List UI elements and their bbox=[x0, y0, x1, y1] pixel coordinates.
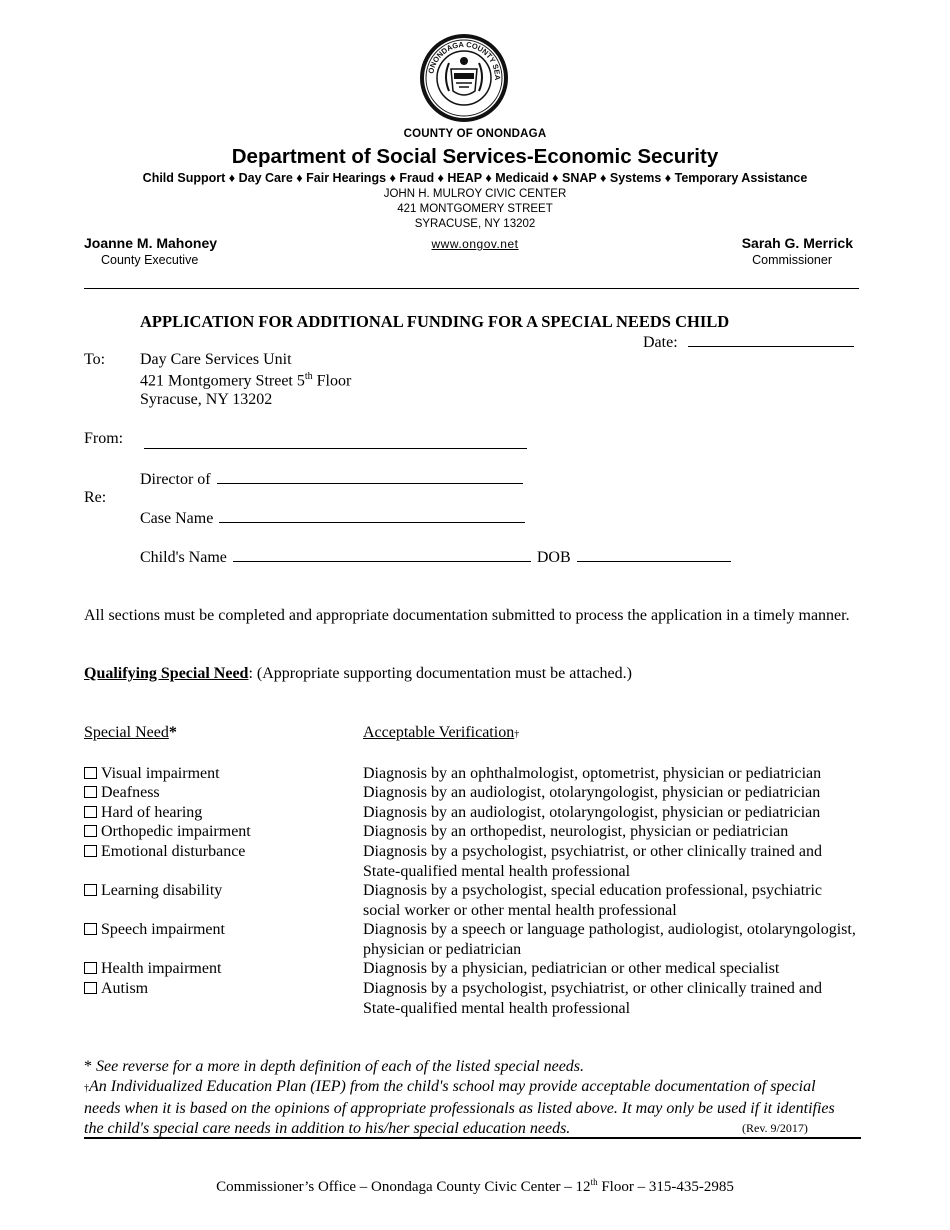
footnote-star: * See reverse for a more in depth definition of each of the listed special needs. bbox=[84, 1058, 585, 1075]
child-name-label: Child's Name bbox=[140, 549, 227, 566]
column-special-need: Special Need* bbox=[84, 724, 177, 741]
form-title: APPLICATION FOR ADDITIONAL FUNDING FOR A SPECIAL NEEDS CHILD bbox=[140, 312, 730, 331]
director-label: Director of bbox=[140, 471, 211, 488]
header-divider bbox=[84, 288, 859, 289]
executive-name: Joanne M. Mahoney bbox=[84, 235, 218, 251]
child-name-field[interactable] bbox=[140, 547, 731, 567]
checkbox[interactable] bbox=[84, 884, 97, 896]
commissioner-title: Commissioner bbox=[752, 253, 832, 267]
instructions: All sections must be completed and appropriate documentation submitted to process the application in a timely manner. bbox=[84, 607, 850, 624]
case-name-label: Case Name bbox=[140, 510, 214, 527]
address-line-2: 421 MONTGOMERY STREET bbox=[397, 203, 553, 215]
checkbox[interactable] bbox=[84, 806, 97, 818]
need-verification: Diagnosis by a psychologist, special education professional, psychiatric social worker or other mental health professional bbox=[363, 882, 823, 919]
page-footer: Commissioner’s Office – Onondaga County Civic Center – 12th Floor – 315-435-2985 bbox=[216, 1177, 734, 1195]
need-checkbox-row[interactable]: Visual impairment bbox=[84, 764, 220, 784]
checkbox[interactable] bbox=[84, 767, 97, 779]
date-field[interactable] bbox=[643, 332, 854, 352]
case-name-line[interactable] bbox=[219, 508, 525, 523]
website-link[interactable]: www.ongov.net bbox=[431, 237, 519, 251]
to-label: To: bbox=[84, 351, 106, 368]
need-verification: Diagnosis by an audiologist, otolaryngologist, physician or pediatrician bbox=[363, 804, 821, 821]
to-address-line-1: Day Care Services Unit bbox=[140, 351, 292, 368]
checkbox[interactable] bbox=[84, 923, 97, 935]
need-verification: Diagnosis by an orthopedist, neurologist, physician or pediatrician bbox=[363, 823, 789, 840]
case-name-field[interactable] bbox=[140, 508, 525, 528]
need-checkbox-row[interactable]: Orthopedic impairment bbox=[84, 822, 251, 842]
qualifying-heading: Qualifying Special Need: (Appropriate supporting documentation must be attached.) bbox=[84, 665, 632, 682]
checkbox[interactable] bbox=[84, 825, 97, 837]
county-name: COUNTY OF ONONDAGA bbox=[403, 128, 547, 140]
re-label: Re: bbox=[84, 489, 107, 506]
need-verification: Diagnosis by an audiologist, otolaryngologist, physician or pediatrician bbox=[363, 784, 821, 801]
need-checkbox-row[interactable]: Deafness bbox=[84, 783, 160, 803]
need-checkbox-row[interactable]: Speech impairment bbox=[84, 920, 225, 940]
seal-graphic bbox=[419, 33, 509, 123]
need-checkbox-row[interactable]: Autism bbox=[84, 979, 148, 999]
date-label: Date: bbox=[643, 334, 678, 351]
address-line-1: JOHN H. MULROY CIVIC CENTER bbox=[383, 188, 567, 200]
footnote-dagger: †An Individualized Education Plan (IEP) from the child's school may provide acceptable documentation of special needs when it is based on the opinions of appropriate professionals as listed above. It may only be used if it identifies the child's special care needs in addition to his/her special education needs. bbox=[84, 1078, 835, 1137]
executive-title: County Executive bbox=[101, 253, 199, 267]
address-line-3: SYRACUSE, NY 13202 bbox=[414, 218, 536, 230]
director-field[interactable] bbox=[140, 469, 523, 489]
checkbox[interactable] bbox=[84, 845, 97, 857]
need-checkbox-row[interactable]: Health impairment bbox=[84, 959, 221, 979]
child-name-line[interactable] bbox=[233, 547, 531, 562]
checkbox[interactable] bbox=[84, 962, 97, 974]
checkbox[interactable] bbox=[84, 982, 97, 994]
seal-ring-text: ONONDAGA COUNTY SEA bbox=[426, 39, 503, 81]
footnote-divider bbox=[84, 1137, 861, 1139]
to-address-line-3: Syracuse, NY 13202 bbox=[140, 391, 273, 408]
checkbox[interactable] bbox=[84, 786, 97, 798]
director-line[interactable] bbox=[217, 469, 523, 484]
commissioner-name: Sarah G. Merrick bbox=[741, 235, 853, 251]
need-checkbox-row[interactable]: Hard of hearing bbox=[84, 803, 202, 823]
need-verification: Diagnosis by a psychologist, psychiatrist, or other clinically trained and State-qualified mental health professional bbox=[363, 980, 823, 1017]
revision-date: (Rev. 9/2017) bbox=[742, 1121, 808, 1135]
need-checkbox-row[interactable]: Learning disability bbox=[84, 881, 222, 901]
need-checkbox-row[interactable]: Emotional disturbance bbox=[84, 842, 245, 862]
program-list: Child Support ♦ Day Care ♦ Fair Hearings ♦ Fraud ♦ HEAP ♦ Medicaid ♦ SNAP ♦ Systems ♦ Temporary Assistance bbox=[142, 171, 808, 185]
date-line[interactable] bbox=[688, 332, 854, 347]
dob-label: DOB bbox=[536, 549, 571, 566]
from-line[interactable] bbox=[144, 448, 527, 449]
county-seal bbox=[419, 33, 509, 123]
need-verification: Diagnosis by a physician, pediatrician or other medical specialist bbox=[363, 960, 780, 977]
need-verification: Diagnosis by an ophthalmologist, optometrist, physician or pediatrician bbox=[363, 765, 822, 782]
need-verification: Diagnosis by a speech or language pathologist, audiologist, otolaryngologist, physician or pediatrician bbox=[363, 921, 856, 958]
need-verification: Diagnosis by a psychologist, psychiatrist, or other clinically trained and State-qualified mental health professional bbox=[363, 843, 823, 880]
to-address-line-2: 421 Montgomery Street 5th Floor bbox=[140, 371, 352, 390]
dob-line[interactable] bbox=[577, 547, 731, 562]
department-name: Department of Social Services-Economic Security bbox=[231, 145, 719, 168]
column-verification: Acceptable Verification† bbox=[363, 724, 520, 741]
from-label: From: bbox=[84, 430, 124, 447]
